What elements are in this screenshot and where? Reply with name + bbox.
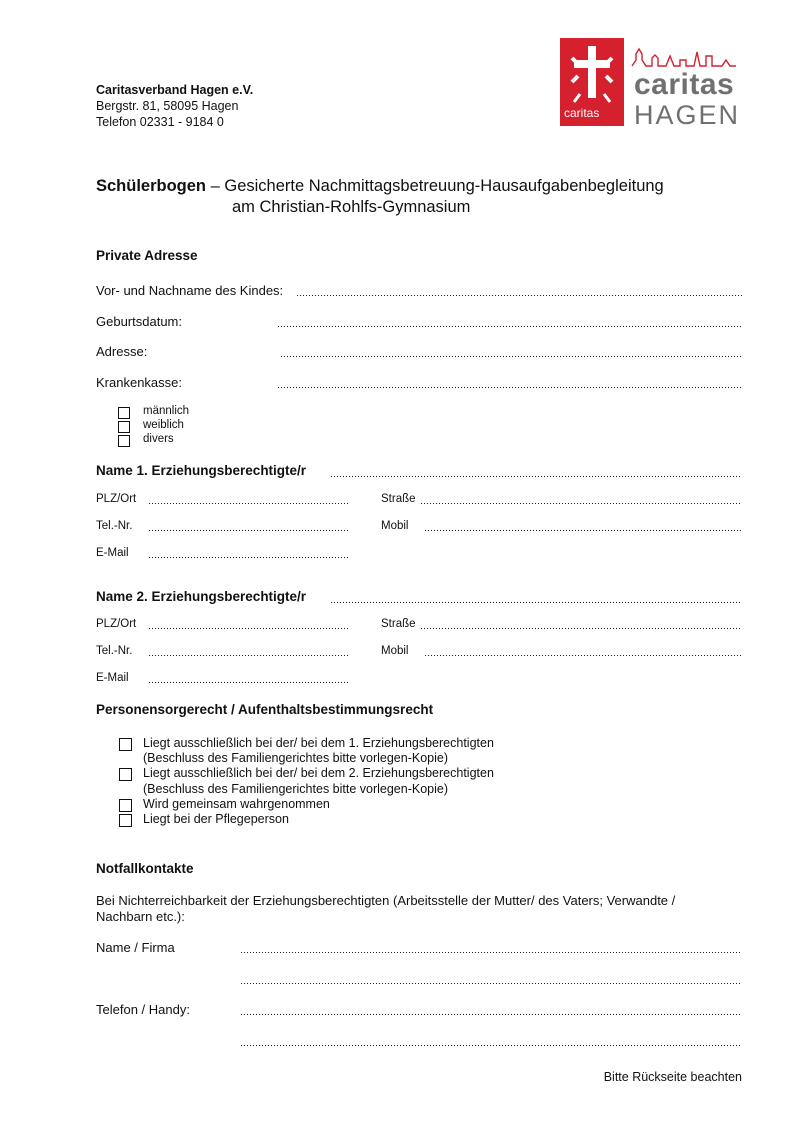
guardian2-street-field[interactable]	[420, 627, 742, 630]
guardian2-email-label: E-Mail	[96, 672, 129, 684]
custody-option-1-label: Liegt ausschließlich bei der/ bei dem 1. Erziehungsberechtigten	[143, 736, 494, 750]
org-address: Bergstr. 81, 58095 Hagen	[96, 99, 239, 113]
gender-diverse-label: divers	[143, 433, 174, 445]
logo-word-small: caritas	[564, 106, 600, 120]
birthdate-field[interactable]	[277, 325, 742, 328]
title-bold: Schülerbogen	[96, 177, 207, 195]
guardian2-tel-label: Tel.-Nr.	[96, 645, 133, 657]
address-field[interactable]	[280, 355, 742, 358]
custody-option-4-label: Liegt bei der Pflegeperson	[143, 812, 289, 826]
gender-male-checkbox[interactable]	[118, 407, 130, 419]
guardian1-name-field[interactable]	[330, 475, 742, 478]
child-name-label: Vor- und Nachname des Kindes:	[96, 283, 284, 298]
guardian2-tel-field[interactable]	[148, 654, 350, 657]
guardian2-mobil-label: Mobil	[381, 645, 409, 657]
emergency-heading: Notfallkontakte	[96, 861, 194, 876]
guardian2-plz-field[interactable]	[148, 627, 350, 630]
guardian2-street-label: Straße	[381, 618, 416, 630]
insurance-field[interactable]	[277, 386, 742, 389]
section-private-heading: Private Adresse	[96, 248, 198, 263]
guardian1-heading: Name 1. Erziehungsberechtigte/r	[96, 463, 307, 478]
caritas-logo	[560, 38, 746, 128]
gender-male-label: männlich	[143, 405, 190, 417]
child-name-field[interactable]	[296, 294, 742, 297]
custody-option-3-label: Wird gemeinsam wahrgenommen	[143, 797, 330, 811]
gender-female-checkbox[interactable]	[118, 421, 130, 433]
guardian1-tel-field[interactable]	[148, 529, 350, 532]
birthdate-label: Geburtsdatum:	[96, 314, 182, 329]
guardian1-plz-field[interactable]	[148, 502, 350, 505]
guardian2-email-field[interactable]	[148, 681, 348, 684]
guardian2-mobil-field[interactable]	[424, 654, 742, 657]
footer-note: Bitte Rückseite beachten	[603, 1070, 742, 1084]
emergency-phone-label: Telefon / Handy:	[96, 1002, 190, 1017]
custody-heading: Personensorgerecht / Aufenthaltsbestimmungsrecht	[96, 702, 434, 717]
emergency-intro-line1: Bei Nichterreichbarkeit der Erziehungsberechtigten (Arbeitsstelle der Mutter/ des Vaters; Verwandte /	[96, 893, 676, 908]
guardian1-plz-label: PLZ/Ort	[96, 493, 137, 505]
guardian1-email-label: E-Mail	[96, 547, 129, 559]
guardian1-tel-label: Tel.-Nr.	[96, 520, 133, 532]
custody-option-2-checkbox[interactable]	[119, 768, 132, 781]
logo-word-big: caritas	[634, 68, 735, 101]
guardian2-plz-label: PLZ/Ort	[96, 618, 137, 630]
guardian2-name-field[interactable]	[330, 601, 740, 604]
guardian1-street-label: Straße	[381, 493, 416, 505]
custody-option-1-checkbox[interactable]	[119, 738, 132, 751]
guardian1-email-field[interactable]	[148, 556, 348, 559]
title-rest: – Gesicherte Nachmittagsbetreuung-Hausaufgabenbegleitung	[206, 177, 664, 195]
org-block	[96, 82, 253, 130]
insurance-label: Krankenkasse:	[96, 375, 182, 390]
emergency-intro-line2: Nachbarn etc.):	[96, 909, 185, 924]
org-name: Caritasverband Hagen e.V.	[96, 83, 254, 97]
emergency-name-field[interactable]	[240, 951, 742, 954]
logo-city: HAGEN	[634, 100, 741, 130]
custody-option-2-label: Liegt ausschließlich bei der/ bei dem 2. Erziehungsberechtigten	[143, 766, 494, 780]
gender-female-label: weiblich	[143, 419, 184, 431]
custody-option-4-checkbox[interactable]	[119, 814, 132, 827]
custody-option-1-note: (Beschluss des Familiengerichtes bitte vorlegen-Kopie)	[143, 751, 449, 765]
address-label: Adresse:	[96, 344, 148, 359]
custody-option-2-note: (Beschluss des Familiengerichtes bitte vorlegen-Kopie)	[143, 782, 449, 796]
custody-option-3-checkbox[interactable]	[119, 799, 132, 812]
emergency-phone-field-2[interactable]	[240, 1044, 742, 1047]
form-title	[96, 176, 664, 218]
guardian1-mobil-label: Mobil	[381, 520, 409, 532]
guardian1-street-field[interactable]	[420, 502, 742, 505]
gender-diverse-checkbox[interactable]	[118, 435, 130, 447]
emergency-name-label: Name / Firma	[96, 940, 175, 955]
emergency-phone-field[interactable]	[240, 1013, 742, 1016]
guardian1-mobil-field[interactable]	[424, 529, 742, 532]
emergency-name-field-2[interactable]	[240, 982, 742, 985]
title-line2: am Christian-Rohlfs-Gymnasium	[232, 198, 471, 216]
org-phone: Telefon 02331 - 9184 0	[96, 115, 224, 129]
guardian2-heading: Name 2. Erziehungsberechtigte/r	[96, 589, 307, 604]
